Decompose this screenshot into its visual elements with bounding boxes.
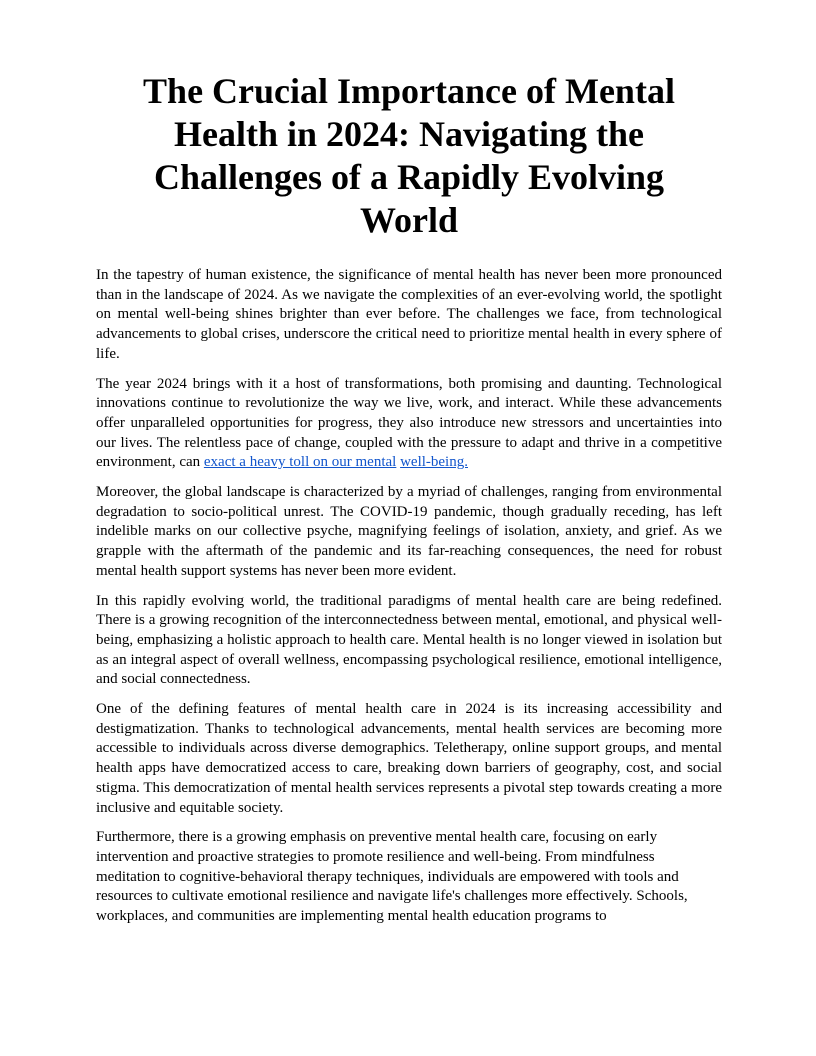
- paragraph-1: In the tapestry of human existence, the significance of mental health has never been more pronounced than in the landscape of 2024. As we navigate the complexities of an ever-evolving world, the spotlight on mental well-being shines brighter than ever before. The challenges we face, from technological advancements to global crises, underscore the critical need to prioritize mental health in every sphere of life.: [96, 267, 722, 362]
- paragraph-6: Furthermore, there is a growing emphasis on preventive mental health care, focusing on early intervention and proactive strategies to promote resilience and well-being. From mindfulness meditation to cognitive-behavioral therapy techniques, individuals are empowered with tools and resources to cultivate emotional resilience and navigate life's challenges more effectively. Schools, workplaces, and communities are implementing mental health education programs to: [96, 829, 688, 925]
- exact-heavy-toll-link[interactable]: exact a heavy toll on our mental: [203, 454, 397, 471]
- paragraph-3: Moreover, the global landscape is characterized by a myriad of challenges, ranging from environmental degradation to socio-political unrest. The COVID-19 pandemic, though gradually receding, has left indelible marks on our collective psyche, magnifying feelings of isolation, anxiety, and grief. As we grapple with the aftermath of the pandemic and its far-reaching consequences, the need for robust mental health support systems has never been more evident.: [96, 484, 722, 579]
- paragraph-2-text: The year 2024 brings with it a host of transformations, both promising and daunting. Technological innovations continue to revolutionize the way we live, work, and interact. While these advancements offer unparalleled opportunities for progress, they also introduce new stressors and uncertainties into our lives. The relentless pace of change, coupled with the pressure to adapt and thrive in a competitive environment, can: [96, 375, 722, 471]
- document-page: [96, 70, 722, 937]
- document-title: The Crucial Importance of Mental Health in 2024: Navigating the Challenges of a Rapidly Evolving World: [143, 71, 675, 240]
- paragraph-5: One of the defining features of mental health care in 2024 is its increasing accessibility and destigmatization. Thanks to technological advancements, mental health services are becoming more accessible to individuals across diverse demographics. Teletherapy, online support groups, and mental health apps have democratized access to care, breaking down barriers of geography, cost, and social stigma. This democratization of mental health services represents a pivotal step towards creating a more inclusive and equitable society.: [96, 701, 722, 816]
- well-being-link[interactable]: well-being.: [400, 454, 468, 471]
- paragraph-2: [96, 375, 722, 474]
- paragraph-4: In this rapidly evolving world, the traditional paradigms of mental health care are being redefined. There is a growing recognition of the interconnectedness between mental, emotional, and physical well-being, emphasizing a holistic approach to health care. Mental health is no longer viewed in isolation but as an integral aspect of overall wellness, encompassing psychological resilience, emotional intelligence, and social connectedness.: [96, 592, 722, 688]
